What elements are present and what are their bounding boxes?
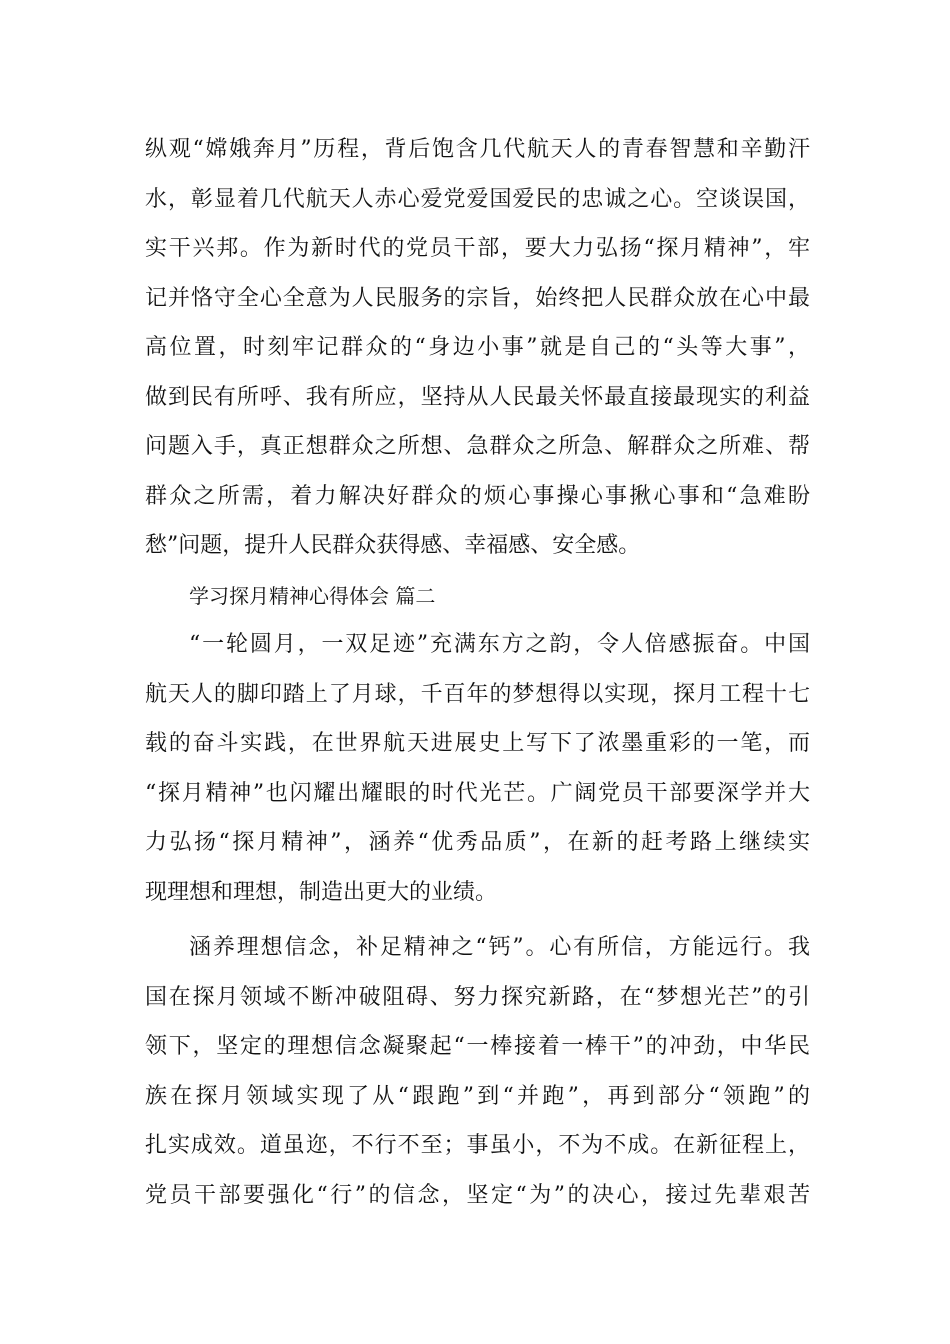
text-line: 涵养理想信念，补足精神之“钙”。心有所信，方能远行。我 [189,935,810,960]
text-line: “一轮圆月，一双足迹”充满东方之韵，令人倍感振奋。中国 [189,632,810,657]
text-line: 领下，坚定的理想信念凝聚起“一棒接着一棒干”的冲劲，中华民 [145,1034,810,1059]
section-heading: 学习探月精神心得体会 篇二 [189,583,436,608]
text-line: 高位置，时刻牢记群众的“身边小事”就是自己的“头等大事”， [145,335,810,360]
text-line: 力弘扬“探月精神”，涵养“优秀品质”，在新的赶考路上继续实 [145,830,810,855]
text-line: 实干兴邦。作为新时代的党员干部，要大力弘扬“探月精神”，牢 [145,236,810,261]
document-body [145,128,810,1223]
text-line: 国在探月领域不断冲破阻碍、努力探究新路，在“梦想光芒”的引 [145,984,810,1010]
text-line: 现理想和理想，制造出更大的业绩。 [145,879,498,905]
text-line: 纵观“嫦娥奔月”历程，背后饱含几代航天人的青春智慧和辛勤汗 [145,137,810,162]
text-line: 问题入手，真正想群众之所想、急群众之所急、解群众之所难、帮 [145,434,810,459]
text-line: 群众之所需，着力解决好群众的烦心事操心事揪心事和“急难盼 [145,483,810,509]
text-line: 党员干部要强化“行”的信念，坚定“为”的决心，接过先辈艰苦 [145,1182,810,1208]
text-line: 愁”问题，提升人民群众获得感、幸福感、安全感。 [145,533,641,558]
text-line: “探月精神”也闪耀出耀眼的时代光芒。广阔党员干部要深学并大 [145,780,810,806]
paragraph-3 [145,926,810,1223]
text-line: 做到民有所呼、我有所应，坚持从人民最关怀最直接最现实的利益 [145,384,810,410]
text-line: 族在探月领域实现了从“跟跑”到“并跑”，再到部分“领跑”的 [145,1083,810,1109]
paragraph-2 [145,623,810,920]
text-line: 航天人的脚印踏上了月球，千百年的梦想得以实现，探月工程十七 [145,681,810,707]
text-line: 扎实成效。道虽迩，不行不至；事虽小，不为不成。在新征程上， [145,1133,810,1158]
text-line: 记并恪守全心全意为人民服务的宗旨，始终把人民群众放在心中最 [145,285,810,311]
text-line: 载的奋斗实践，在世界航天进展史上写下了浓墨重彩的一笔，而 [145,731,810,756]
text-line: 水，彰显着几代航天人赤心爱党爱国爱民的忠诚之心。空谈误国， [145,186,810,212]
paragraph-1 [145,128,810,574]
